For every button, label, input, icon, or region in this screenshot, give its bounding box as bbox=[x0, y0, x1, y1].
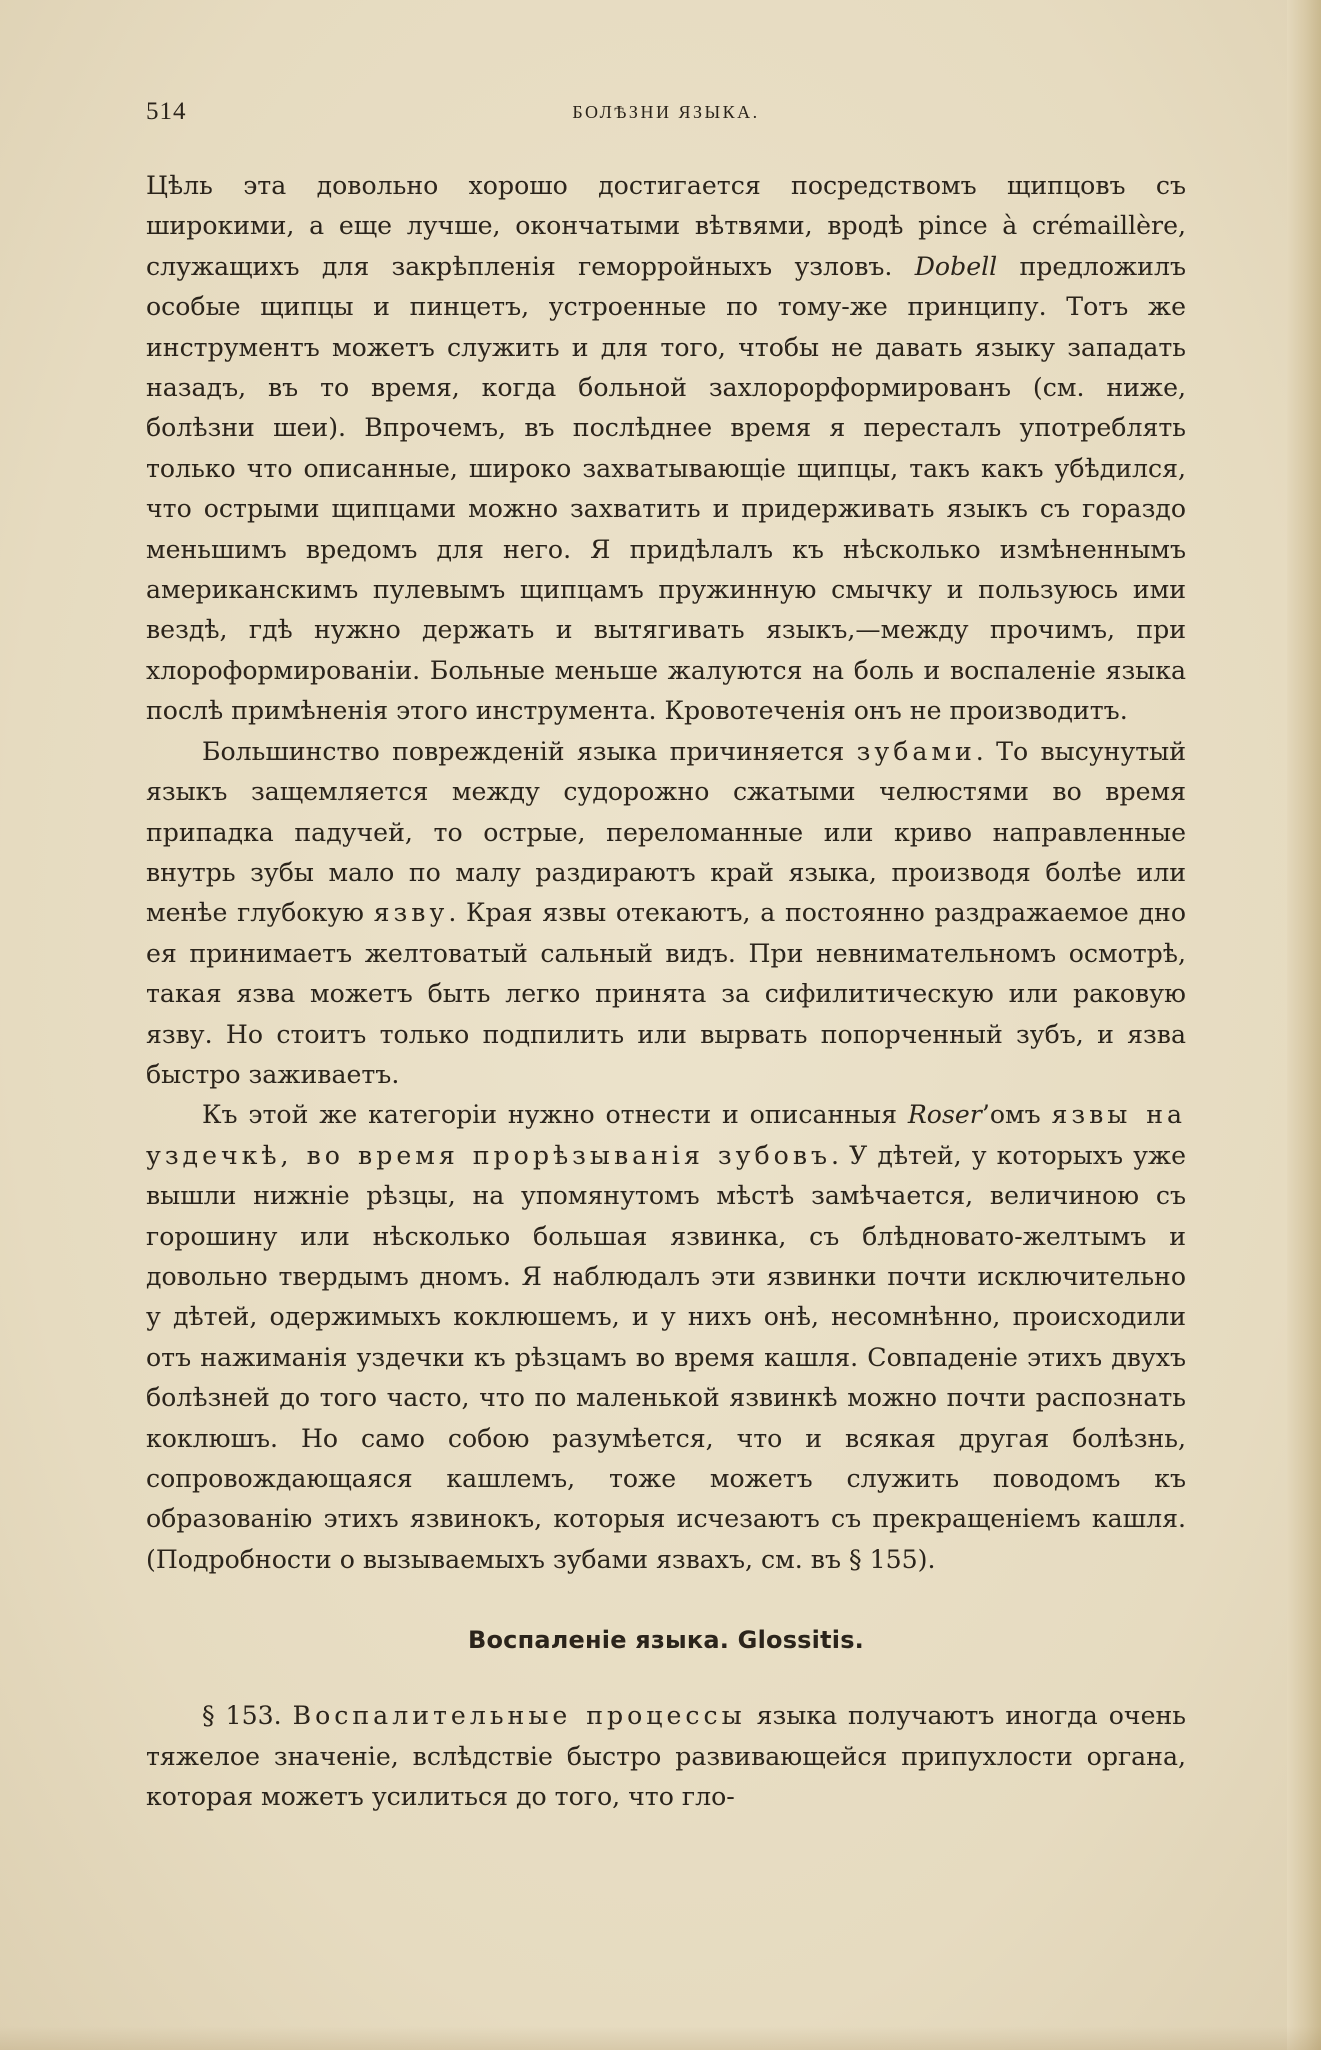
paragraph-text: ’омъ bbox=[981, 1100, 1052, 1130]
paragraph-text: . Края язвы отекаютъ, а постоянно раздражаемое дно ея принимаетъ желтоватый сальный видъ. При невнимательномъ осмотрѣ, такая язва можетъ быть легко принята за сифилитическую или раковую язву. Но стоитъ только подпилить или вырвать попорченный зубъ, и язва быстро заживаетъ. bbox=[146, 898, 1186, 1089]
page-header bbox=[146, 98, 1186, 134]
page-number: 514 bbox=[146, 98, 187, 125]
paragraph-text: . То высунутый языкъ защемляется между судорожно сжатыми челюстями во время припадка падучей, то острые, переломанные или криво направленные внутрь зубы мало по малу раздираютъ край языка, производя болѣе или менѣе глубокую bbox=[146, 736, 1186, 928]
spaced-emphasis-text: язвы на уздечкѣ, во время прорѣзыванія зубовъ bbox=[146, 1100, 1186, 1170]
spaced-emphasis-text: зубами bbox=[856, 736, 976, 766]
paragraph-text: § 153. bbox=[202, 1701, 293, 1731]
page-body bbox=[146, 166, 1186, 1817]
page-edge bbox=[1287, 0, 1321, 2050]
paragraph-text: Къ этой же категоріи нужно отнести и описанныя bbox=[202, 1100, 908, 1130]
paragraph-text: предложилъ особые щипцы и пинцетъ, устроенные по тому-же принципу. Тотъ же инструментъ можетъ служить и для того, чтобы не давать языку западать назадъ, въ то время, когда больной захлорорформированъ (см. ниже, болѣзни шеи). Впрочемъ, въ послѣднее время я пересталъ употреблять только что описанные, широко захватывающіе щипцы, такъ какъ убѣдился, что острыми щипцами можно захватить и придерживать языкъ съ гораздо меньшимъ вредомъ для него. Я придѣлалъ къ нѣсколько измѣненнымъ американскимъ пулевымъ щипцамъ пружинную смычку и пользуюсь ими вездѣ, гдѣ нужно держать и вытягивать языкъ,—между прочимъ, при хлороформированіи. Больные меньше жалуются на боль и воспаленіе языка послѣ примѣненія этого инструмента. Кровотеченія онъ не производитъ. bbox=[146, 251, 1186, 726]
paragraph-text: языка получаютъ иногда очень тяжелое значеніе, вслѣдствіе быстро развивающейся припухлости органа, которая можетъ усилиться до того, что гло- bbox=[146, 1701, 1186, 1812]
page-bottom-shadow bbox=[0, 2026, 1321, 2050]
italic-text: Roser bbox=[907, 1100, 982, 1130]
section-paragraph-container bbox=[146, 1696, 1186, 1817]
paragraph bbox=[146, 166, 1186, 732]
paragraph bbox=[146, 732, 1186, 1096]
spaced-emphasis-text: Воспалительные процессы bbox=[292, 1701, 746, 1731]
paragraph-text: Цѣль эта довольно хорошо достигается посредствомъ щипцовъ съ широкими, а еще лучше, окончатыми вѣтвями, вродѣ pince à crémaillère, служащихъ для закрѣпленія геморройныхъ узловъ. bbox=[146, 171, 1186, 281]
paragraph-list bbox=[146, 166, 1186, 1580]
spaced-emphasis-text: язву bbox=[373, 898, 449, 928]
section-heading: Воспаленіе языка. Glossitis. bbox=[467, 1626, 864, 1655]
paragraph-text: Большинство поврежденій языка причиняется bbox=[202, 736, 857, 766]
paragraph-text: . У дѣтей, у которыхъ уже вышли нижніе рѣзцы, на упомянутомъ мѣстѣ замѣчается, величиною съ горошину или нѣсколько большая язвинка, съ блѣдновато-желтымъ и довольно твердымъ дномъ. Я наблюдалъ эти язвинки почти исключительно у дѣтей, одержимыхъ коклюшемъ, и у нихъ онѣ, несомнѣнно, происходили отъ нажиманія уздечки къ рѣзцамъ во время кашля. Совпаденіе этихъ двухъ болѣзней до того часто, что по маленькой язвинкѣ можно почти распознать коклюшъ. Но само собою разумѣется, что и всякая другая болѣзнь, сопровождающаяся кашлемъ, тоже можетъ служить поводомъ къ образованію этихъ язвинокъ, которыя исчезаютъ съ прекращеніемъ кашля. (Подробности о вызываемыхъ зубами язвахъ, см. въ § 155). bbox=[146, 1140, 1186, 1574]
italic-text: Dobell bbox=[914, 251, 998, 281]
paragraph bbox=[146, 1095, 1186, 1580]
paragraph bbox=[146, 1696, 1186, 1817]
running-title: БОЛѢЗНИ ЯЗЫКА. bbox=[572, 102, 760, 122]
